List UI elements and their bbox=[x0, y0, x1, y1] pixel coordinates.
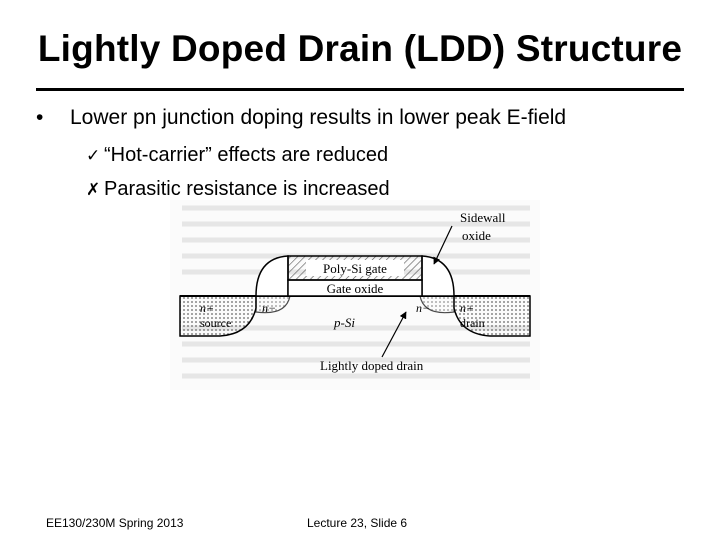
footer-slide-number: Lecture 23, Slide 6 bbox=[307, 516, 408, 530]
sub-item-text: “Hot-carrier” effects are reduced bbox=[104, 144, 389, 166]
sub-item-hot-carrier bbox=[86, 144, 388, 167]
poly-gate-label: Poly-Si gate bbox=[323, 261, 387, 276]
substrate-label: p-Si bbox=[334, 315, 355, 330]
sub-item-resistance bbox=[86, 178, 390, 201]
drain-doping-label: n+ bbox=[460, 301, 475, 315]
footer-course: EE130/230M Spring 2013 bbox=[46, 516, 184, 530]
bullet-dot: • bbox=[36, 106, 44, 129]
sidewall-label-line1: Sidewall bbox=[460, 210, 506, 225]
cross-icon: ✗ bbox=[86, 180, 101, 199]
drain-label: drain bbox=[460, 316, 485, 330]
source-doping-label: n+ bbox=[200, 301, 215, 315]
source-ldd-label: n− bbox=[262, 301, 277, 315]
main-bullet bbox=[36, 106, 566, 130]
ldd-cross-section-figure bbox=[170, 200, 540, 390]
gate-oxide-label: Gate oxide bbox=[326, 281, 384, 296]
slide-title: Lightly Doped Drain (LDD) Structure bbox=[37, 28, 683, 69]
source-label: source bbox=[200, 316, 232, 330]
title-underline bbox=[36, 88, 684, 91]
ldd-label: Lightly doped drain bbox=[320, 358, 424, 373]
sidewall-label-line2: oxide bbox=[462, 228, 491, 243]
main-bullet-text: Lower pn junction doping results in lower peak E-field bbox=[70, 106, 567, 129]
sub-item-text: Parasitic resistance is increased bbox=[104, 178, 390, 200]
drain-ldd-label: n− bbox=[416, 301, 431, 315]
check-icon: ✓ bbox=[86, 146, 101, 165]
